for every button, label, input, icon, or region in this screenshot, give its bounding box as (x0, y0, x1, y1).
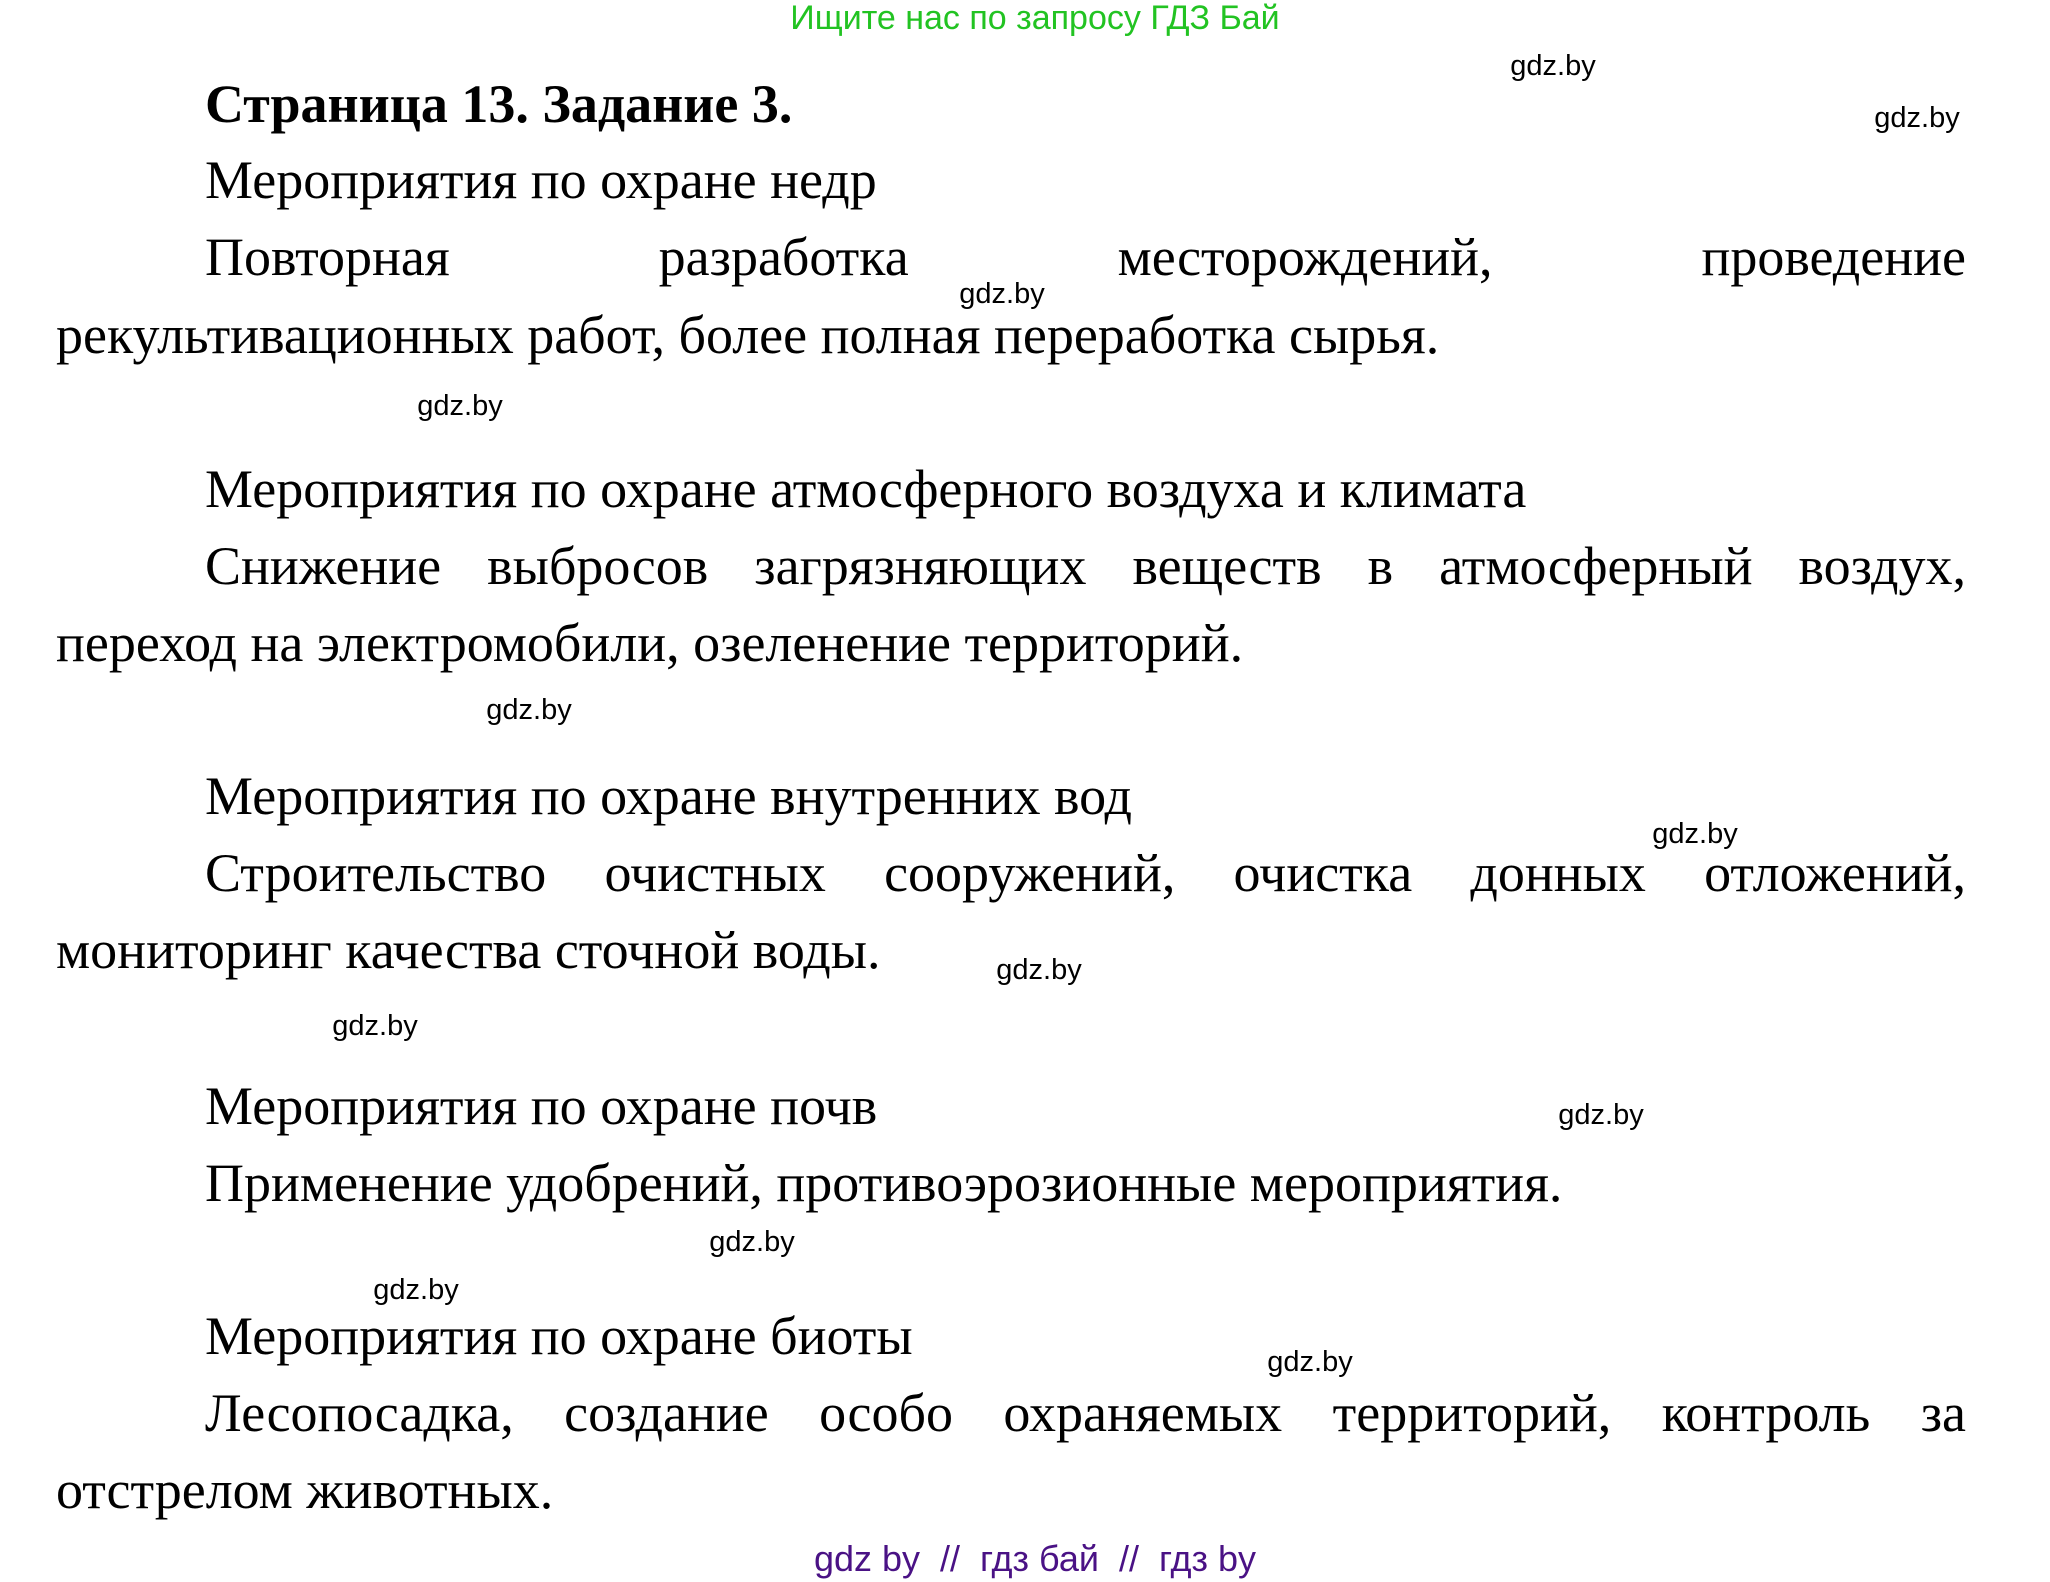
section-text: Лесопосадка, создание особо охраняемых территорий, контроль за (205, 1383, 1966, 1443)
search-banner: Ищите нас по запросу ГДЗ Бай (790, 0, 1280, 37)
section-heading: Мероприятия по охране биоты (205, 1306, 913, 1366)
section-text: рекультивационных работ, более полная переработка сырья. (56, 305, 1440, 365)
watermark: gdz.by (417, 390, 503, 422)
watermark: gdz.by (709, 1226, 795, 1258)
watermark: gdz.by (373, 1274, 459, 1306)
section-text: Строительство очистных сооружений, очистка донных отложений, (205, 843, 1966, 903)
section-heading: Мероприятия по охране внутренних вод (205, 766, 1132, 826)
section-text: переход на электромобили, озеленение территорий. (56, 613, 1244, 673)
footer-links: gdz by // гдз бай // гдз by (813, 1538, 1257, 1579)
section-text: мониторинг качества сточной воды. (56, 920, 881, 980)
watermark: gdz.by (332, 1010, 418, 1042)
watermark: gdz.by (996, 954, 1082, 986)
section-heading: Мероприятия по охране атмосферного воздуха и климата (205, 459, 1527, 519)
section-text: Снижение выбросов загрязняющих веществ в атмосферный воздух, (205, 536, 1966, 596)
section-text: отстрелом животных. (56, 1460, 554, 1520)
section-text: Применение удобрений, противоэрозионные мероприятия. (205, 1153, 1563, 1213)
watermark: gdz.by (1510, 50, 1596, 82)
watermark: gdz.by (1874, 102, 1960, 134)
page-title: Страница 13. Задание 3. (205, 74, 793, 134)
watermark: gdz.by (1652, 818, 1738, 850)
section-text: Повторная разработка месторождений, проведение (205, 227, 1966, 287)
watermark: gdz.by (486, 694, 572, 726)
watermark: gdz.by (959, 278, 1045, 310)
section-heading: Мероприятия по охране недр (205, 150, 877, 210)
watermark: gdz.by (1267, 1346, 1353, 1378)
section-heading: Мероприятия по охране почв (205, 1076, 878, 1136)
watermark: gdz.by (1558, 1099, 1644, 1131)
